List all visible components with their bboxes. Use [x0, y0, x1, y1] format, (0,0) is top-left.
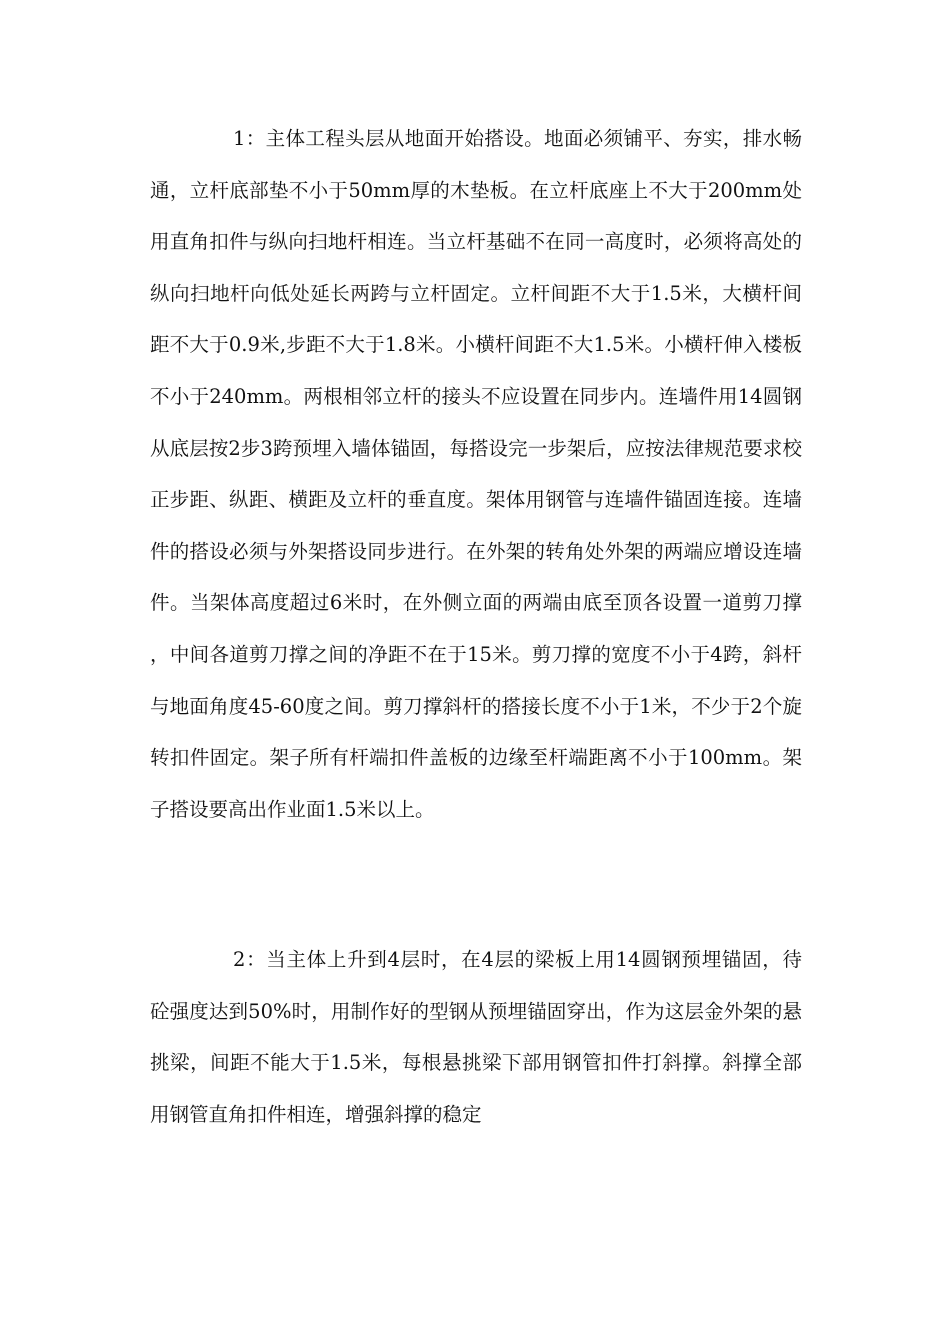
paragraph-2: 2：当主体上升到4层时，在4层的梁板上用14圆钢预埋锚固，待砼强度达到50%时，用制作好的型钢从预埋锚固穿出，作为这层金外架的悬挑梁，间距不能大于1.5米，每根悬挑梁下部用钢管扣件打斜撑。斜撑全部用钢管直角扣件相连，增强斜撑的稳定 — [150, 948, 802, 1126]
paragraph-1: 1：主体工程头层从地面开始搭设。地面必须铺平、夯实，排水畅通，立杆底部垫不小于50mm厚的木垫板。在立杆底座上不大于200mm处用直角扣件与纵向扫地杆相连。当立杆基础不在同一高度时，必须将高处的纵向扫地杆向低处延长两跨与立杆固定。立杆间距不大于1.5米，大横杆间距不大于0.9米,步距不大于1.8米。小横杆间距不大1.5米。小横杆伸入楼板不小于240mm。两根相邻立杆的接头不应设置在同步内。连墙件用14圆钢从底层按2步3跨预埋入墙体锚固，每搭设完一步架后，应按法律规范要求校正步距、纵距、横距及立杆的垂直度。架体用钢管与连墙件锚固连接。连墙件的搭设必须与外架搭设同步进行。在外架的转角处外架的两端应增设连墙件。当架体高度超过6米时，在外侧立面的两端由底至顶各设置一道剪刀撑，中间各道剪刀撑之间的净距不在于15米。剪刀撑的宽度不小于4跨，斜杆与地面角度45-60度之间。剪刀撑斜杆的搭接长度不小于1米，不少于2个旋转扣件固定。架子所有杆端扣件盖板的边缘至杆端距离不小于100mm。架子搭设要高出作业面1.5米以上。 — [150, 127, 802, 821]
